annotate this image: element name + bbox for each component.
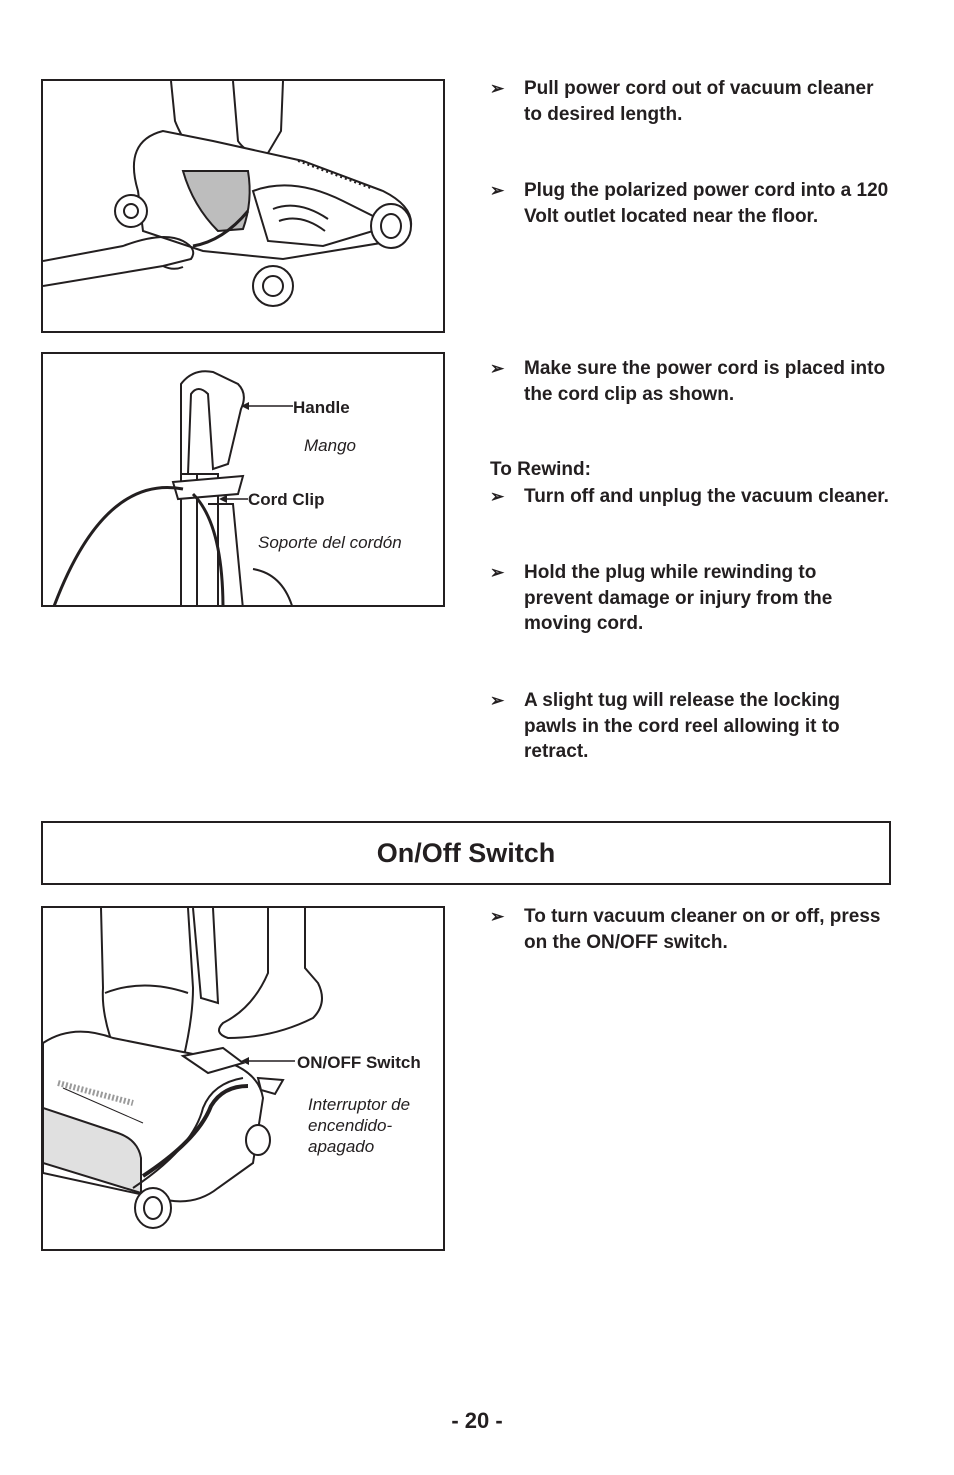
arrow-bullet-icon: ➢ [490, 359, 505, 378]
bullet-turn-on-off [490, 904, 890, 955]
on-off-switch-illustration [43, 908, 445, 1251]
arrow-bullet-icon: ➢ [490, 907, 505, 926]
bullet-text: Turn off and unplug the vacuum cleaner. [524, 486, 889, 507]
bullet-text: Pull power cord out of vacuum cleaner to desired length. [524, 78, 874, 125]
bullet-text: Make sure the power cord is placed into the cord clip as shown. [524, 358, 886, 405]
bullet-slight-tug [490, 688, 890, 765]
bullet-text: Hold the plug while rewinding to prevent damage or injury from the moving cord. [524, 562, 833, 634]
on-off-switch-label-spanish: Interruptor de encendido-apagado [308, 1095, 411, 1156]
bullet-pull-cord [490, 76, 890, 127]
bullet-text: Plug the polarized power cord into a 120 Volt outlet located near the floor. [524, 180, 889, 227]
figure-pull-cord [41, 79, 445, 333]
handle-label: Handle [293, 398, 350, 417]
rewind-heading: To Rewind: [490, 459, 591, 480]
arrow-bullet-icon: ➢ [490, 79, 505, 98]
cord-clip-label: Cord Clip [248, 490, 325, 509]
figure-cord-clip [41, 352, 445, 607]
handle-label-spanish: Mango [304, 436, 356, 455]
arrow-bullet-icon: ➢ [490, 691, 505, 710]
bullet-text: A slight tug will release the locking pawls in the cord reel allowing it to retract. [524, 690, 841, 762]
bullet-turn-off [490, 484, 890, 510]
handle-cord-clip-illustration [43, 354, 445, 607]
figure-on-off-switch [41, 906, 445, 1251]
section-title-on-off-switch: On/Off Switch [41, 821, 891, 885]
bullet-cord-clip [490, 356, 890, 407]
arrow-bullet-icon: ➢ [490, 487, 505, 506]
bullet-hold-plug [490, 560, 890, 637]
cord-clip-label-spanish: Soporte del cordón [258, 533, 402, 552]
on-off-switch-label: ON/OFF Switch [297, 1053, 421, 1072]
bullet-text: To turn vacuum cleaner on or off, press on the ON/OFF switch. [524, 906, 881, 953]
page-number: - 20 - [451, 1408, 503, 1433]
bullet-plug-cord [490, 178, 890, 229]
arrow-bullet-icon: ➢ [490, 181, 505, 200]
vacuum-cord-illustration [43, 81, 445, 333]
arrow-bullet-icon: ➢ [490, 563, 505, 582]
